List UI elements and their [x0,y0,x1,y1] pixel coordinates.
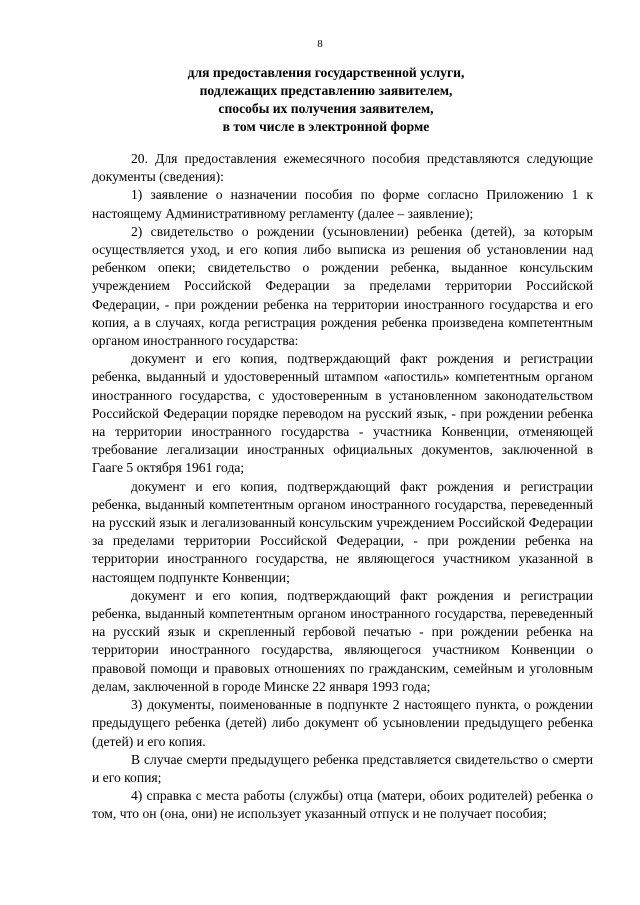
paragraph-death-certificate: В случае смерти предыдущего ребенка представляется свидетельство о смерти и его копия; [92,751,593,785]
body-text [92,150,593,824]
paragraph-subitem-2: 2) свидетельство о рождении (усыновлении) ребенка (детей), за которым осуществляется уход, и его копия либо выписка из решения об установлении над ребенком опеки; свидетельство о рождении ребенка, выданное консульским учреждением Российской Федерации за пределами территории Российской Федерации, - при рождении ребенка на территории иностранного государства и его копия, а в случаях, когда регистрация рождения ребенка произведена компетентным органом иностранного государства: [92,223,593,349]
paragraph-minsk-convention-document: документ и его копия, подтверждающий факт рождения и регистрации ребенка, выданный компетентным органом иностранного государства, переведенный на русский язык и скрепленный гербовой печатью - при рождении ребенка на территории иностранного государства, являющегося участником Конвенции о правовой помощи и правовых отношениях по гражданским, семейным и уголовным делам, заключенной в городе Минске 22 января 1993 года; [92,587,593,694]
paragraph-subitem-1: 1) заявление о назначении пособия по форме согласно Приложению 1 к настоящему Административному регламенту (далее – заявление); [92,187,593,221]
paragraph-legalized-document: документ и его копия, подтверждающий факт рождения и регистрации ребенка, выданный компетентным органом иностранного государства, переведенный на русский язык и легализованный консульским учреждением Российской Федерации за пределами территории Российской Федерации, - при рождении ребенка на территории иностранного государства, не являющегося участником указанной в настоящем подпункте Конвенции; [92,478,593,585]
paragraph-subitem-4: 4) справка с места работы (службы) отца (матери, обоих родителей) ребенка о том, что он (она, они) не использует указанный отпуск и не получает пособия; [92,788,593,822]
heading-line: для предоставления государственной услуги, [187,65,465,80]
paragraph-item-20: 20. Для предоставления ежемесячного пособия представляются следующие документы (сведения): [92,151,593,185]
heading-line: в том числе в электронной форме [222,119,430,134]
paragraph-subitem-3: 3) документы, поименованные в подпункте 2 настоящего пункта, о рождении предыдущего ребенка (детей) либо документ об усыновлении предыдущего ребенка (детей) и его копия. [92,697,593,749]
page-number: 8 [317,38,323,50]
section-heading [80,64,572,136]
paragraph-apostille-document: документ и его копия, подтверждающий факт рождения и регистрации ребенка, выданный и удостоверенный штампом «апостиль» компетентным органом иностранного государства, с удостоверенным в установленном законодательством Российской Федерации порядке переводом на русский язык, - при рождении ребенка на территории иностранного государства - участника Конвенции, отменяющей требование легализации иностранных официальных документов, заключенной в Гааге 5 октября 1961 года; [92,351,593,476]
heading-line: подлежащих представлению заявителем, [199,83,453,98]
heading-line: способы их получения заявителем, [218,101,434,116]
